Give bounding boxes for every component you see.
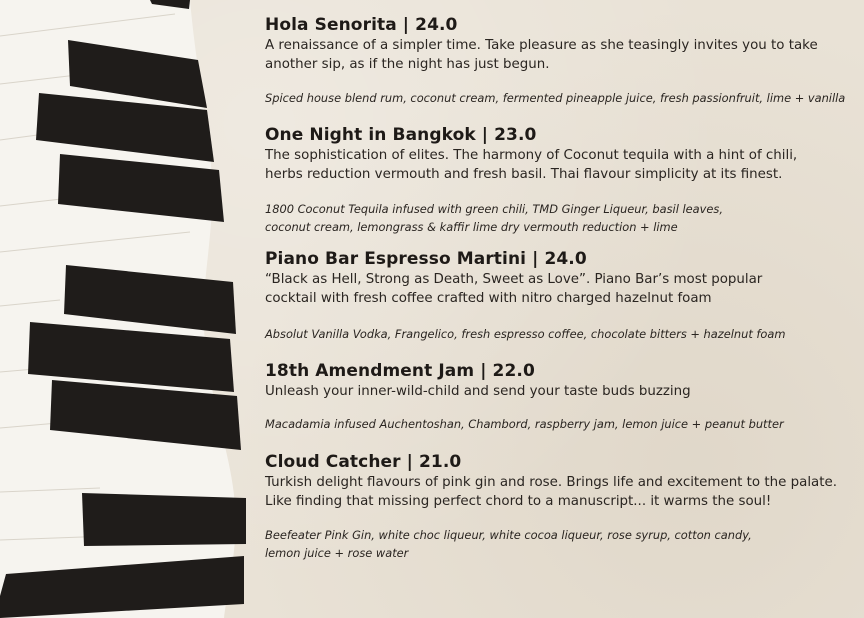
description-line: A renaissance of a simpler time. Take pleasure as she teasingly invites you to take xyxy=(265,38,818,53)
menu-item-description xyxy=(265,270,855,308)
menu-item-title: 18th Amendment Jam | 22.0 xyxy=(265,361,535,381)
description-line: Unleash your inner-wild-child and send your taste buds buzzing xyxy=(265,384,691,399)
description-line: Turkish delight flavours of pink gin and rose. Brings life and excitement to the palate. xyxy=(265,475,837,490)
menu-item-ingredients xyxy=(265,200,855,236)
menu-item-cloud-catcher xyxy=(265,451,855,562)
menu-item-hola-senorita xyxy=(265,14,855,124)
menu-item-ingredients xyxy=(265,415,855,433)
ingredients-line: 1800 Coconut Tequila infused with green chili, TMD Ginger Liqueur, basil leaves, xyxy=(265,202,723,216)
description-line: The sophistication of elites. The harmony of Coconut tequila with a hint of chili, xyxy=(265,148,798,163)
menu-item-title: One Night in Bangkok | 23.0 xyxy=(265,125,537,145)
menu-item-piano-bar-espresso-martini xyxy=(265,248,855,360)
menu-item-18th-amendment-jam xyxy=(265,360,855,451)
menu-item-description xyxy=(265,382,855,401)
menu-item-description xyxy=(265,146,855,184)
menu-item-title: Hola Senorita | 24.0 xyxy=(265,15,458,35)
ingredients-line: lemon juice + rose water xyxy=(265,546,409,560)
menu-item-description xyxy=(265,473,855,511)
menu-item-one-night-in-bangkok xyxy=(265,124,855,248)
menu-item-title: Piano Bar Espresso Martini | 24.0 xyxy=(265,249,587,269)
description-line: another sip, as if the night has just begun. xyxy=(265,57,550,72)
menu-item-title: Cloud Catcher | 21.0 xyxy=(265,452,462,472)
description-line: Like finding that missing perfect chord to a manuscript... it warms the soul! xyxy=(265,494,772,509)
ingredients-line: Absolut Vanilla Vodka, Frangelico, fresh espresso coffee, chocolate bitters + hazelnut foam xyxy=(265,327,786,341)
ingredients-line: Beefeater Pink Gin, white choc liqueur, white cocoa liqueur, rose syrup, cotton candy, xyxy=(265,528,752,542)
menu-item-description xyxy=(265,36,855,74)
ingredients-line: Macadamia infused Auchentoshan, Chambord, raspberry jam, lemon juice + peanut butter xyxy=(265,417,784,431)
description-line: “Black as Hell, Strong as Death, Sweet as Love”. Piano Bar’s most popular xyxy=(265,272,763,287)
menu-item-ingredients xyxy=(265,526,855,562)
black-key xyxy=(82,493,246,546)
cocktail-menu xyxy=(265,14,855,562)
ingredients-line: coconut cream, lemongrass & kaffir lime dry vermouth reduction + lime xyxy=(265,220,678,234)
menu-item-ingredients xyxy=(265,89,855,107)
ingredients-line: Spiced house blend rum, coconut cream, fermented pineapple juice, fresh passionfruit, lime + vanilla xyxy=(265,91,846,105)
description-line: cocktail with fresh coffee crafted with nitro charged hazelnut foam xyxy=(265,291,712,306)
description-line: herbs reduction vermouth and fresh basil. Thai flavour simplicity at its finest. xyxy=(265,167,783,182)
menu-item-ingredients xyxy=(265,325,855,343)
